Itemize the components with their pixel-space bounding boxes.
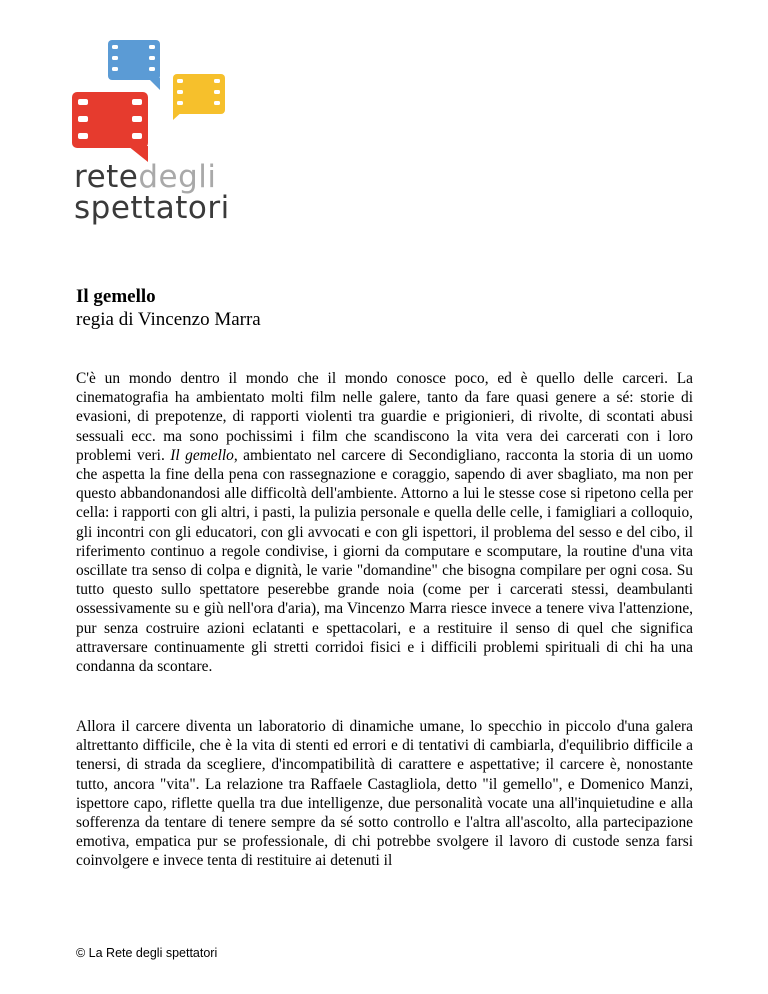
paragraph-1-text-a: C'è un mondo dentro il mondo che il mondo conosce poco, ed è quello delle carceri. La cinematografia ha ambientato molti film nelle galere, tanto da fare quasi genere a sé: storie di evasioni, di prepotenze, di rapporti violenti tra guardie e prigionieri, di rivolte, di scontati abusi sessuali ecc. ma sono pochissimi i film che scandiscono la vita vera dei carcerati con i loro problemi veri. — [76, 370, 693, 464]
blue-film-bubble-icon — [108, 40, 160, 90]
article-subtitle: regia di Vincenzo Marra — [76, 309, 261, 330]
article-title: Il gemello — [76, 286, 156, 307]
blue-bubble-tail — [148, 78, 160, 90]
footer-copyright: © La Rete degli spettatori — [76, 946, 218, 960]
logo-word-spettatori: spettatori — [74, 190, 230, 226]
yellow-film-bubble-icon — [173, 74, 225, 120]
logo-word-degli: degli — [138, 159, 217, 195]
film-title-italic: Il gemello — [170, 446, 234, 464]
paragraph-1-text-b: , ambientato nel carcere di Secondigliano, racconta la storia di un uomo che aspetta la fine della pena con rassegnazione e coraggio, sapendo di aver sbagliato, ma non per questo abbandonandosi alle difficoltà dell'ambiente. Attorno a lui le stesse cose si ripetono cella per cella: i rapporti con gli altri, i pasti, la pulizia personale e quella delle celle, i famigliari a colloquio, gli incontri con gli educatori, con gli avvocati e con gli ispettori, il problema del sesso e del cibo, il riferimento continuo a regole condivise, i giorni da computare e scomputare, la routine d'una vita oscillate tra senso di colpa e dignità, le varie "domandine" che bisogna compilare per ogni cosa. Su tutto questo sullo spettatore peserebbe grande noia (come per i carcerati stessi, deambulanti ossessivamente su e giù nell'ora d'aria), ma Vincenzo Marra riesce invece a tenere viva l'attenzione, pur senza costruire azioni eclatanti e spettacolari, e a restituire il senso di quel che significa attraversare continuamente gli stretti corridoi fisici e i difficili problemi spirituali di chi ha una condanna da scontare. — [76, 446, 694, 676]
red-film-bubble-icon — [72, 92, 148, 162]
logo-wordmark — [74, 159, 230, 226]
logo-word-rete: rete — [74, 159, 139, 195]
article-paragraph-2: Allora il carcere diventa un laboratorio di dinamiche umane, lo specchio in piccolo d'una galera altrettanto difficile, che è la vita di stenti ed errori e di tentativi di cambiarla, d'equilibrio difficile a tenersi, di strada da scegliere, d'incompatibilità di carattere e aspettative; il carcere è, nonostante tutto, ancora "vita". La relazione tra Raffaele Castagliola, detto "il gemello", e Domenico Manzi, ispettore capo, riflette quella tra due intelligenze, due personalità vocate una all'inquietudine e alla sofferenza da tentare di tenere sempre da sé sotto controllo e l'altra all'ascolto, alla partecipazione emotiva, empatica pur se professionale, di chi potrebbe svolgere il lavoro di custode senza farsi coinvolgere e invece tenta di restituire ai detenuti il — [76, 718, 693, 870]
article-paragraph-1 — [76, 369, 693, 676]
